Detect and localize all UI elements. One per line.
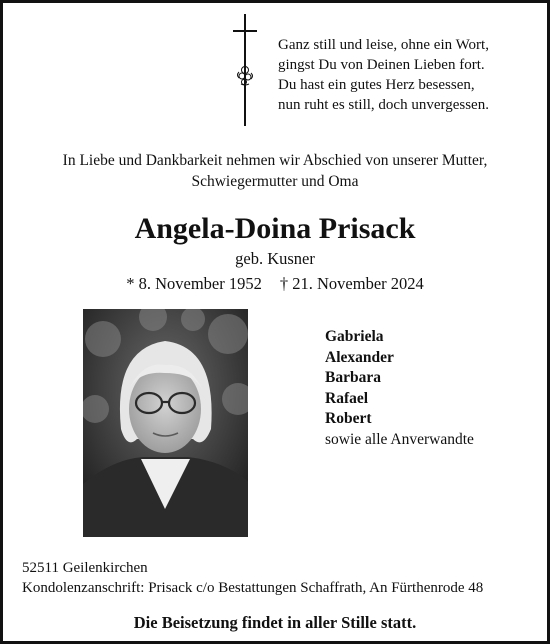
verse-line: Du hast ein gutes Herz besessen, (278, 77, 475, 93)
cross-with-flower-icon (233, 14, 257, 126)
life-dates (3, 273, 547, 295)
verse-line: nun ruht es still, doch unvergessen. (278, 97, 489, 113)
birth-date: * 8. November 1952 (126, 274, 262, 293)
condolence-address: Kondolenzanschrift: Prisack c/o Bestattungen Schaffrath, An Fürthenrode 48 (22, 580, 484, 596)
verse-line: Ganz still und leise, ohne ein Wort, (278, 37, 489, 53)
death-date: † 21. November 2024 (279, 274, 424, 293)
mourner-name: Rafael (325, 389, 369, 407)
mourner-name: Gabriela (325, 328, 384, 345)
footer-address (22, 558, 483, 598)
mourner-name: Robert (325, 410, 372, 427)
intro-line: Schwiegermutter und Oma (191, 173, 359, 190)
place: 52511 Geilenkirchen (22, 560, 148, 576)
birth-name: geb. Kusner (235, 249, 315, 268)
memorial-verse (278, 35, 489, 115)
deceased-name: Angela-Doina Prisack (134, 212, 416, 245)
farewell-intro (3, 150, 547, 192)
mourners-list (325, 327, 474, 450)
mourner-name: Alexander (325, 348, 394, 366)
verse-line: gingst Du von Deinen Lieben fort. (278, 57, 485, 73)
other-relatives: sowie alle Anverwandte (325, 430, 474, 448)
portrait-photo (83, 309, 248, 537)
intro-line: In Liebe und Dankbarkeit nehmen wir Abschied von unserer Mutter, (62, 152, 488, 169)
burial-note: Die Beisetzung findet in aller Stille statt. (133, 613, 417, 632)
mourner-name: Barbara (325, 369, 381, 386)
